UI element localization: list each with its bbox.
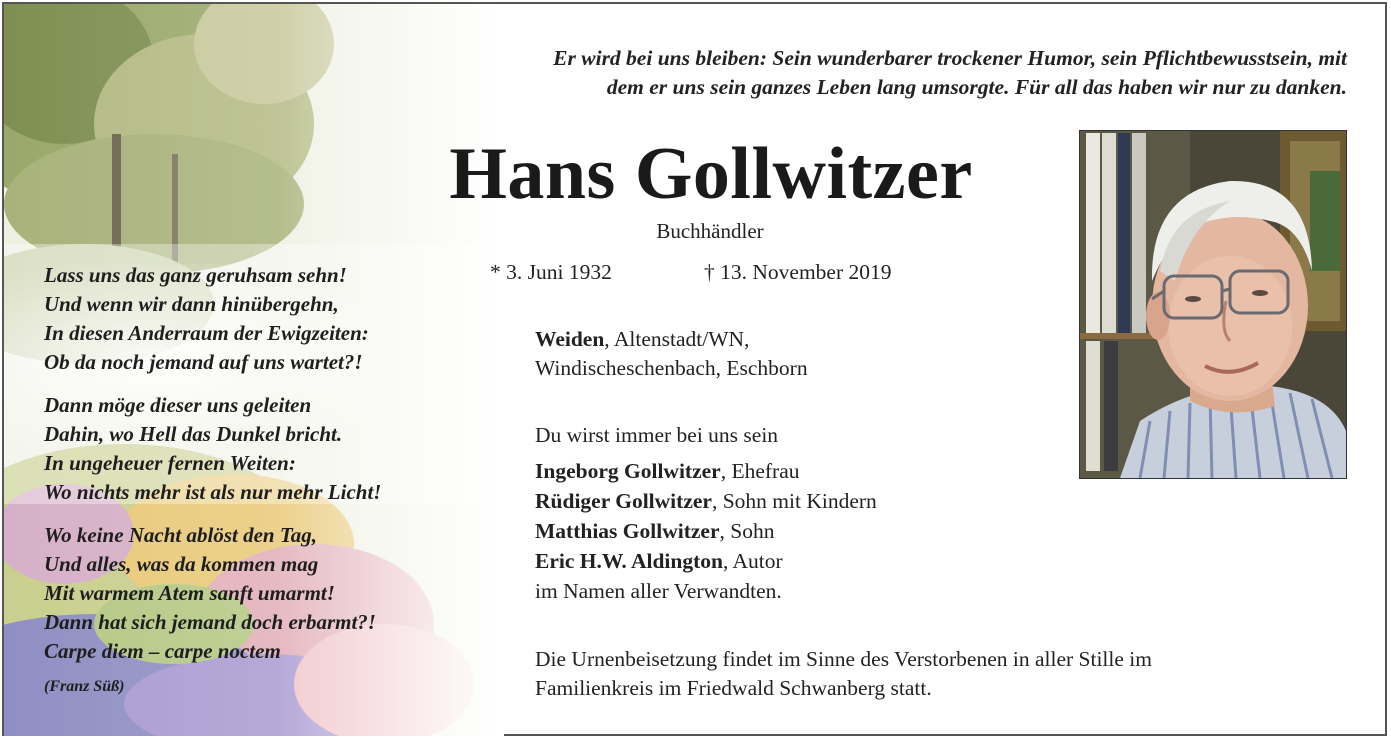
burial-notice-line-1: Die Urnenbeisetzung findet im Sinne des Verstorbenen in aller Stille im xyxy=(535,647,1152,671)
poem-stanza-2 xyxy=(44,391,494,507)
family-member-relation: , Autor xyxy=(722,549,783,573)
family-member xyxy=(535,486,877,516)
poem-line: Dann möge dieser uns geleiten xyxy=(44,393,312,417)
poem-line: Dann hat sich jemand doch erbarmt?! xyxy=(44,610,376,634)
poem-stanza-1 xyxy=(44,261,494,377)
family-member xyxy=(535,516,877,546)
poem-line: Ob da noch jemand auf uns wartet?! xyxy=(44,350,363,374)
motto-line-2: dem er uns sein ganzes Leben lang umsorgte. Für all das haben wir nur zu danken. xyxy=(606,75,1347,99)
poem-line: Wo nichts mehr ist als nur mehr Licht! xyxy=(44,480,382,504)
places-line-1 xyxy=(535,325,808,354)
farewell-text: Du wirst immer bei uns sein xyxy=(535,423,779,447)
poem-line: Lass uns das ganz geruhsam sehn! xyxy=(44,263,347,287)
motto-line-1: Er wird bei uns bleiben: Sein wunderbarer trockener Humor, sein Pflichtbewusstsein, mit xyxy=(553,46,1347,70)
motto-text xyxy=(347,44,1347,102)
deceased-profession: Buchhändler xyxy=(656,219,764,243)
poem-line: Carpe diem – carpe noctem xyxy=(44,639,281,663)
family-member-relation: , Ehefrau xyxy=(720,459,800,483)
family-member-relation: , Sohn xyxy=(719,519,775,543)
poem-stanza-3 xyxy=(44,521,494,666)
family-member xyxy=(535,546,877,576)
deceased-name: Hans Gollwitzer xyxy=(449,133,973,215)
poem-line: Dahin, wo Hell das Dunkel bricht. xyxy=(44,422,343,446)
family-member-relation: , Sohn mit Kindern xyxy=(711,489,877,513)
family-member-name: Rüdiger Gollwitzer xyxy=(535,489,712,513)
family-closing: im Namen aller Verwandten. xyxy=(535,579,782,603)
family-list xyxy=(535,456,877,606)
poem-line: Mit warmem Atem sanft umarmt! xyxy=(44,581,335,605)
burial-notice xyxy=(535,645,1315,703)
portrait-photo xyxy=(1079,130,1347,479)
poem-line: Und wenn wir dann hinübergehn, xyxy=(44,292,339,316)
birth-date: * 3. Juni 1932 xyxy=(490,260,612,284)
death-date: † 13. November 2019 xyxy=(704,260,892,284)
places-main: Weiden xyxy=(535,327,605,351)
places-line-2: Windischeschenbach, Eschborn xyxy=(535,356,808,380)
poem-line: In ungeheuer fernen Weiten: xyxy=(44,451,296,475)
places-rest: , Altenstadt/WN, xyxy=(604,327,750,351)
poem-line: In diesen Anderraum der Ewigzeiten: xyxy=(44,321,369,345)
poem-line: Wo keine Nacht ablöst den Tag, xyxy=(44,523,318,547)
poem-line: Und alles, was da kommen mag xyxy=(44,552,319,576)
family-member xyxy=(535,456,877,486)
family-member-name: Ingeborg Gollwitzer xyxy=(535,459,721,483)
places xyxy=(535,325,808,383)
poem-author: (Franz Süß) xyxy=(44,678,125,695)
family-member-name: Eric H.W. Aldington xyxy=(535,549,723,573)
poem xyxy=(44,261,494,680)
burial-notice-line-2: Familienkreis im Friedwald Schwanberg statt. xyxy=(535,676,932,700)
family-member-name: Matthias Gollwitzer xyxy=(535,519,720,543)
